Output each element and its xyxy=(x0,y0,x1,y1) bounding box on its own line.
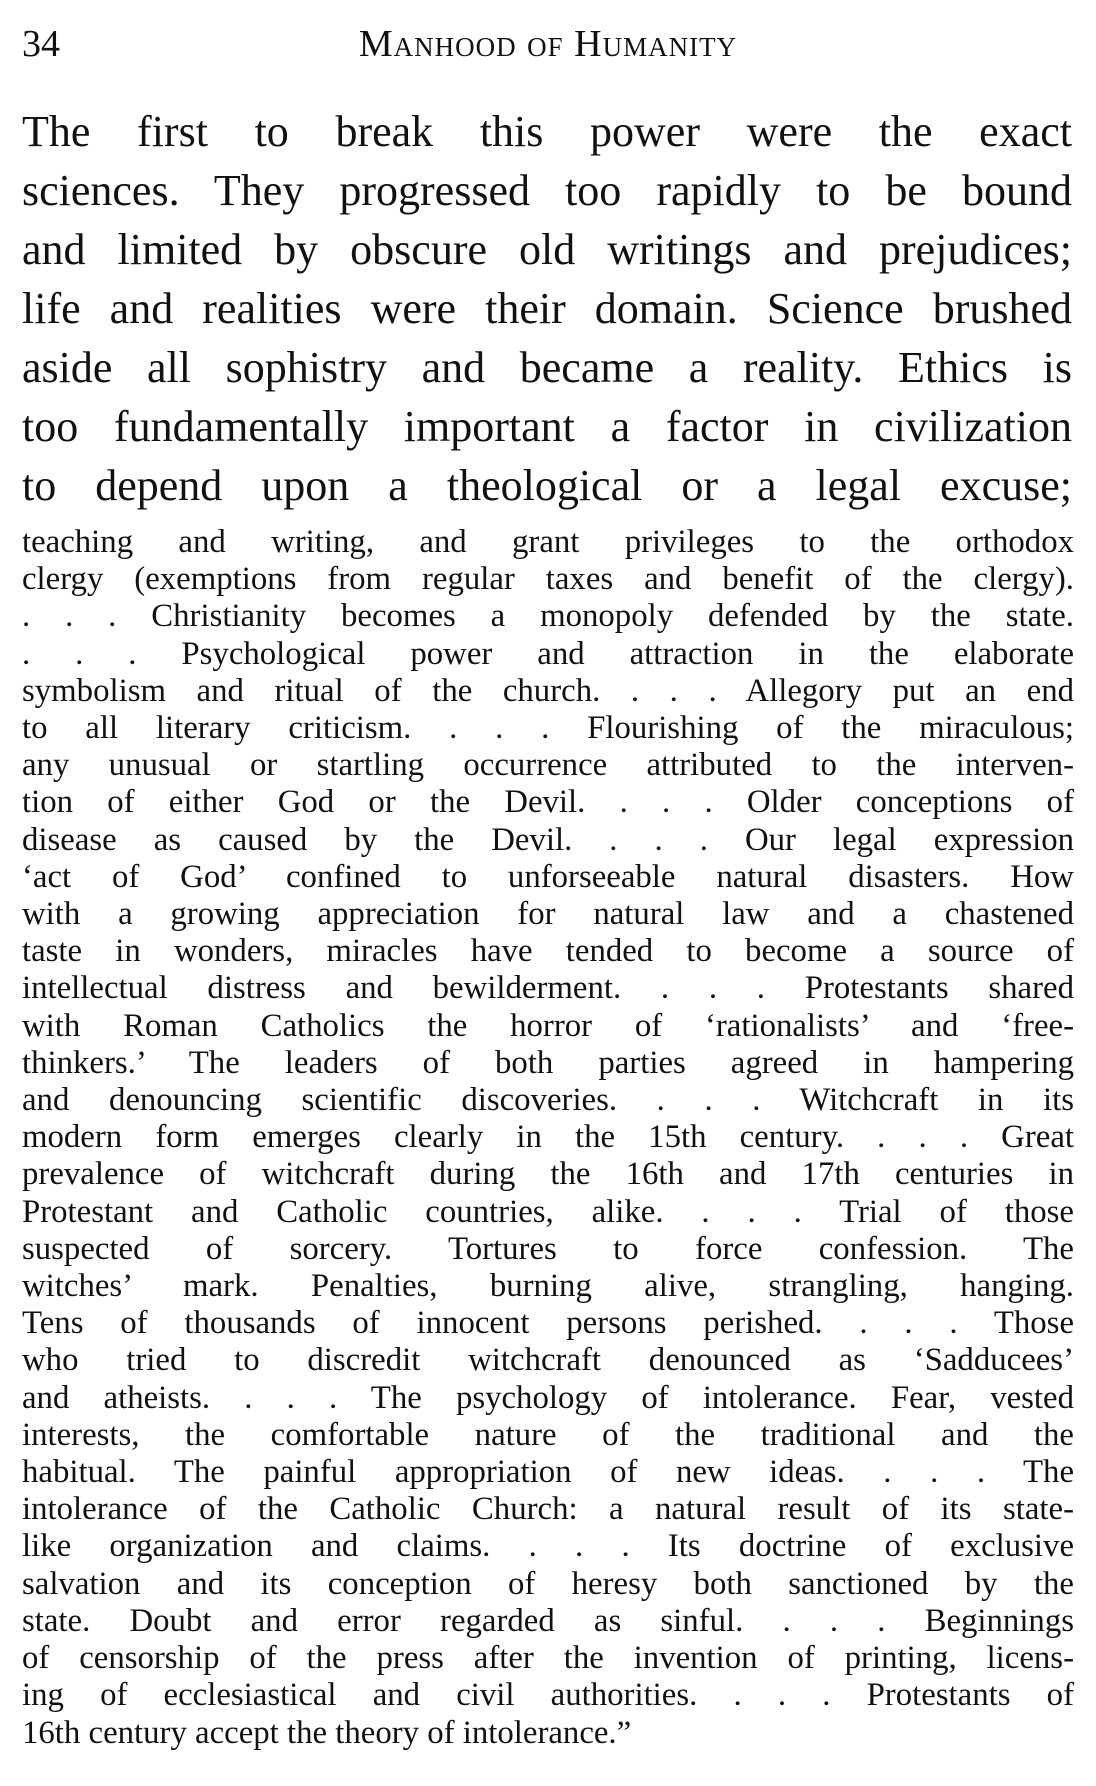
running-title: Manhood of Humanity xyxy=(358,23,738,65)
page-header xyxy=(22,22,1074,66)
quote-line: clergy (exemptions from regular taxes and benefit of the clergy). xyxy=(22,561,1074,598)
footnote-quotation xyxy=(22,524,1074,1752)
quote-line: Protestant and Catholic countries, alike. . . . Trial of those xyxy=(22,1193,1074,1230)
quote-line: modern form emerges clearly in the 15th century. . . . Great xyxy=(22,1119,1074,1156)
body-line: to depend upon a theological or a legal excuse; xyxy=(22,461,1072,510)
quote-line: suspected of sorcery. Tortures to force confession. The xyxy=(22,1230,1074,1267)
quote-line: symbolism and ritual of the church. . . . Allegory put an end xyxy=(22,672,1074,709)
quote-line: taste in wonders, miracles have tended to become a source of xyxy=(22,933,1074,970)
quote-line: and atheists. . . . The psychology of intolerance. Fear, vested xyxy=(22,1379,1074,1416)
quote-line: disease as caused by the Devil. . . . Our legal expression xyxy=(22,821,1074,858)
quote-line: salvation and its conception of heresy both sanctioned by the xyxy=(22,1565,1074,1602)
quote-line: intellectual distress and bewilderment. . . . Protestants shared xyxy=(22,970,1074,1007)
quote-line: tion of either God or the Devil. . . . Older conceptions of xyxy=(22,784,1074,821)
body-line: sciences. They progressed too rapidly to be bound xyxy=(22,166,1072,215)
quote-line: interests, the comfortable nature of the traditional and the xyxy=(22,1416,1074,1453)
page-number: 34 xyxy=(22,23,60,65)
quote-line: intolerance of the Catholic Church: a natural result of its state- xyxy=(22,1491,1074,1528)
quote-line: thinkers.’ The leaders of both parties agreed in hampering xyxy=(22,1044,1074,1081)
body-line: too fundamentally important a factor in civilization xyxy=(22,402,1072,451)
body-line: The first to break this power were the exact xyxy=(22,107,1072,156)
quote-line: any unusual or startling occurrence attributed to the interven- xyxy=(22,747,1074,784)
quote-line: ‘act of God’ confined to unforseeable natural disasters. How xyxy=(22,858,1074,895)
quote-line: who tried to discredit witchcraft denounced as ‘Sadducees’ xyxy=(22,1342,1074,1379)
quote-line: of censorship of the press after the invention of printing, licens- xyxy=(22,1640,1074,1677)
quote-line: state. Doubt and error regarded as sinful. . . . Beginnings xyxy=(22,1602,1074,1639)
quote-line: . . . Psychological power and attraction in the elaborate xyxy=(22,635,1074,672)
quote-line: teaching and writing, and grant privileges to the orthodox xyxy=(22,524,1074,560)
body-line: aside all sophistry and became a reality. Ethics is xyxy=(22,343,1072,392)
quote-line: with Roman Catholics the horror of ‘rationalists’ and ‘free- xyxy=(22,1007,1074,1044)
body-line: and limited by obscure old writings and prejudices; xyxy=(22,225,1072,274)
main-paragraph xyxy=(22,102,1072,515)
quote-line: Tens of thousands of innocent persons perished. . . . Those xyxy=(22,1305,1074,1342)
quote-line: . . . Christianity becomes a monopoly defended by the state. xyxy=(22,598,1074,635)
quote-line: with a growing appreciation for natural law and a chastened xyxy=(22,896,1074,933)
quote-line: and denouncing scientific discoveries. . . . Witchcraft in its xyxy=(22,1082,1074,1119)
body-line: life and realities were their domain. Science brushed xyxy=(22,284,1072,333)
quote-line: like organization and claims. . . . Its doctrine of exclusive xyxy=(22,1528,1074,1565)
quote-line: ing of ecclesiastical and civil authorities. . . . Protestants of xyxy=(22,1677,1074,1714)
quote-line: witches’ mark. Penalties, burning alive, strangling, hanging. xyxy=(22,1268,1074,1305)
quote-line: prevalence of witchcraft during the 16th and 17th centuries in xyxy=(22,1156,1074,1193)
quote-line: to all literary criticism. . . . Flourishing of the miraculous; xyxy=(22,710,1074,747)
quote-line: habitual. The painful appropriation of new ideas. . . . The xyxy=(22,1454,1074,1491)
quote-line: 16th century accept the theory of intolerance.” xyxy=(22,1714,632,1751)
